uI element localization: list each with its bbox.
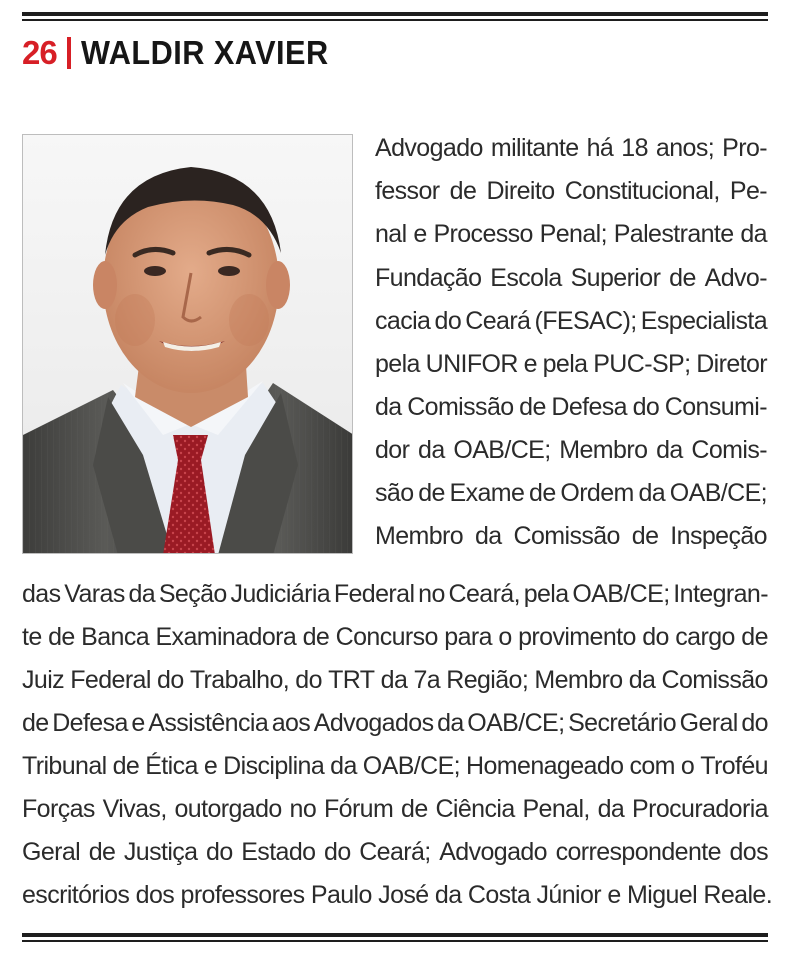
bio-word: Fundação (375, 264, 482, 292)
bio-word: de (48, 623, 75, 651)
bio-word: dor (375, 436, 410, 464)
profile-number: 26 (22, 34, 57, 71)
bio-line (375, 171, 767, 212)
bio-word: cargo (675, 623, 735, 651)
profile-header (22, 33, 347, 73)
bio-word: Homenageado (466, 752, 624, 780)
bio-word: provimento (518, 623, 636, 651)
bio-word: Trabalho, (189, 666, 290, 694)
bottom-rule-thick (22, 933, 768, 937)
bio-word: Justiça (123, 838, 198, 866)
bio-line (375, 473, 767, 514)
bio-word: no (418, 580, 445, 608)
bio-word: Federal (70, 666, 151, 694)
bio-word: anos; (655, 134, 715, 162)
bio-word: Forças (22, 795, 95, 823)
bio-word: dos (729, 838, 768, 866)
bio-word: pela (375, 350, 420, 378)
bio-word: das (22, 580, 61, 608)
bio-word: Penal; (539, 220, 607, 248)
bio-word: Defesa (52, 709, 128, 737)
bio-word: Direito (486, 177, 555, 205)
bio-word: Disciplina (223, 752, 325, 780)
bio-word: do (206, 838, 233, 866)
bio-word: Diretor (696, 350, 767, 378)
bio-word: correspondente (555, 838, 721, 866)
bio-word: de (449, 177, 477, 205)
bio-word: Penal, (522, 795, 590, 823)
bio-word: Tribunal (22, 752, 107, 780)
bio-word: Advo- (704, 264, 767, 292)
bio-word: de (669, 264, 696, 292)
bio-word: da (638, 479, 666, 507)
bio-word: de (418, 479, 445, 507)
bio-word: do (295, 666, 322, 694)
bio-word: cacia (375, 307, 431, 335)
bio-word: Membro (375, 522, 464, 550)
bio-word: de (519, 393, 546, 421)
bio-word: Ceará (465, 307, 531, 335)
bio-word: Advogado (439, 838, 547, 866)
bio-line (375, 387, 767, 428)
bio-word: e (413, 220, 427, 248)
bio-line (375, 258, 767, 299)
bio-word: de (741, 623, 768, 651)
bio-word: Pro- (722, 134, 767, 162)
bio-word: PUC-SP; (593, 350, 691, 378)
bio-word: Geral (679, 709, 738, 737)
bio-word: Comissão (513, 522, 620, 550)
bio-line (22, 660, 768, 701)
bio-word: Consumi- (664, 393, 767, 421)
bio-word: da (375, 393, 402, 421)
bio-word: Estado (241, 838, 316, 866)
bio-line (22, 617, 768, 658)
bio-word: da (597, 795, 625, 823)
bio-word: Constitucional, (564, 177, 720, 205)
bio-line (22, 832, 768, 873)
bio-word: da (380, 666, 408, 694)
bio-word: da (330, 752, 357, 780)
bottom-rule-thin (22, 940, 768, 942)
bio-word: Membro (534, 666, 623, 694)
bio-word: 7a (413, 666, 441, 694)
bio-word: de (631, 522, 659, 550)
bio-word: Assistência (148, 709, 269, 737)
bio-word: Geral (22, 838, 81, 866)
bio-word: do (642, 623, 669, 651)
bio-word: da (437, 709, 464, 737)
bio-line (375, 214, 767, 255)
bio-word: Processo (433, 220, 533, 248)
bio-word: aos (271, 709, 311, 737)
bio-line (22, 746, 768, 787)
bio-word: Secretário (568, 709, 677, 737)
bio-word: Juiz (22, 666, 65, 694)
bio-word: de (88, 838, 116, 866)
bio-line (375, 430, 767, 471)
bio-word: no (289, 795, 317, 823)
header-divider (67, 37, 71, 69)
portrait-photo (22, 134, 353, 554)
bio-word: Palestrante (613, 220, 734, 248)
bio-word: de (401, 795, 428, 823)
bio-word: Escola (490, 264, 562, 292)
bio-word: do (324, 838, 351, 866)
bio-word: o (680, 752, 695, 780)
bio-word: OAB/CE; (669, 479, 767, 507)
bio-word: Superior (570, 264, 661, 292)
bio-word: e (523, 350, 537, 378)
bio-word: Especialista (640, 307, 767, 335)
bio-word: e (131, 709, 145, 737)
bio-word: Federal (333, 580, 415, 608)
bio-word: OAB/CE; (572, 580, 670, 608)
bio-line (375, 344, 767, 385)
bio-word: TRT (328, 666, 375, 694)
bio-word: outorgado (174, 795, 282, 823)
bio-word: Ceará; (359, 838, 431, 866)
top-rule-thick (22, 12, 768, 16)
bio-word: da (740, 220, 767, 248)
bio-word: Banca (81, 623, 150, 651)
bio-word: pela (523, 580, 569, 608)
bio-word: o (498, 623, 512, 651)
bio-word: 18 (621, 134, 648, 162)
bio-word: da (656, 436, 683, 464)
bio-word: Judiciária (230, 580, 331, 608)
bio-word: Integran- (673, 580, 768, 608)
bio-word: de (22, 709, 49, 737)
bio-line (375, 301, 767, 342)
bio-line (22, 703, 768, 744)
bio-word: Ética (145, 752, 198, 780)
bio-word: (FESAC); (534, 307, 637, 335)
bio-word: da (128, 580, 156, 608)
bio-word: Comissão (661, 666, 768, 694)
bio-word: militante (490, 134, 579, 162)
bio-word: da (475, 522, 502, 550)
bio-word: de (112, 752, 140, 780)
bio-line (375, 128, 767, 169)
bio-word: Fórum (323, 795, 394, 823)
bio-word: para (444, 623, 492, 651)
bio-word: Comissão (407, 393, 514, 421)
profile-name: WALDIR XAVIER (80, 34, 329, 71)
bio-word: UNIFOR (425, 350, 518, 378)
bio-word: são (375, 479, 414, 507)
bio-word: do (741, 709, 768, 737)
bio-word: Região; (446, 666, 529, 694)
bio-word: Membro (559, 436, 648, 464)
bio-word: Vivas, (102, 795, 167, 823)
top-rule-thin (22, 19, 768, 21)
bio-line (22, 789, 768, 830)
bio-word: Defesa (551, 393, 627, 421)
bio-word: Concurso (335, 623, 438, 651)
bio-line (22, 574, 768, 615)
bio-word: há (586, 134, 614, 162)
bio-word: da (418, 436, 445, 464)
bio-word: pela (542, 350, 588, 378)
bio-word: Examinadora (155, 623, 297, 651)
bio-word: com (629, 752, 675, 780)
bio-word: Pe- (729, 177, 767, 205)
bio-word: Advogados (313, 709, 434, 737)
bio-word: Procuradoria (632, 795, 768, 823)
bio-word: Ciência (435, 795, 515, 823)
bio-word: OAB/CE; (467, 709, 565, 737)
bio-word: Ceará, (448, 580, 520, 608)
bio-word: Seção (158, 580, 227, 608)
bio-word: te (22, 623, 42, 651)
bio-word: nal (375, 220, 407, 248)
bio-line: escritórios dos professores Paulo José da Costa Júnior e Miguel Reale. (22, 881, 773, 909)
bio-word: da (628, 666, 656, 694)
bio-word: Troféu (700, 752, 768, 780)
bio-word: de (529, 479, 556, 507)
bio-word: OAB/CE; (453, 436, 551, 464)
bio-word: Ordem (560, 479, 634, 507)
bio-word: Advogado (375, 134, 483, 162)
bio-word: Comis- (691, 436, 767, 464)
bio-word: Exame (449, 479, 525, 507)
bio-word: fessor (375, 177, 440, 205)
bio-line (375, 516, 767, 557)
bio-word: do (632, 393, 660, 421)
bio-word: OAB/CE; (362, 752, 461, 780)
bio-word: de (302, 623, 330, 651)
bio-word: do (434, 307, 462, 335)
bio-word: Inspeção (670, 522, 767, 550)
bio-word: do (157, 666, 184, 694)
bio-word: Varas (64, 580, 125, 608)
bio-word: e (203, 752, 218, 780)
